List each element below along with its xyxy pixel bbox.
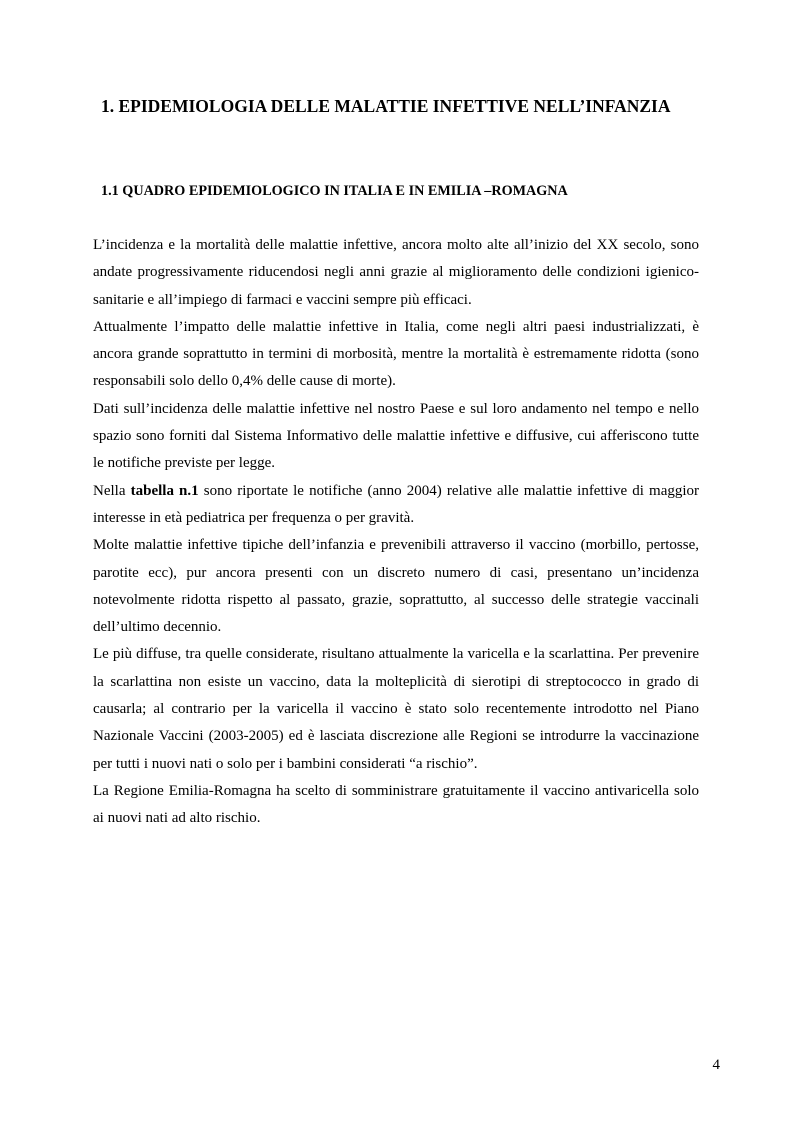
paragraph-vaccine-preventable: Molte malattie infettive tipiche dell’infanzia e prevenibili attraverso il vaccino (morbillo, pertosse, parotite ecc), pur ancora presenti con un discreto numero di casi, presentano un’incidenza notevolmente ridotta rispetto al passato, grazie, soprattutto, al successo delle strategie vaccinali dell’ultimo decennio. <box>93 537 699 636</box>
table-reference-rest: sono riportate le notifiche (anno 2004) relative alle malattie infettive di maggior interesse in età pediatrica per frequenza o per gravità. <box>93 482 700 526</box>
page-number: 4 <box>712 1057 720 1073</box>
table-reference-lead: Nella <box>93 482 131 499</box>
paragraph-data-sources: Dati sull’incidenza delle malattie infettive nel nostro Paese e sul loro andamento nel tempo e nello spazio sono forniti dal Sistema Informativo delle malattie infettive e diffusive, cui afferiscono tutte le notifiche previste per legge. <box>93 400 699 472</box>
paragraph-table-reference <box>93 478 699 533</box>
paragraph-impact: Attualmente l’impatto delle malattie infettive in Italia, come negli altri paesi industrializzati, è ancora grande soprattutto in termini di morbosità, mentre la mortalità è estremamente ridotta (sono responsabili solo dello 0,4% delle cause di morte). <box>93 318 699 390</box>
body-text <box>93 232 699 833</box>
table-reference-bold: tabella n.1 <box>130 482 199 499</box>
paragraph-emilia-romagna: La Regione Emilia-Romagna ha scelto di somministrare gratuitamente il vaccino antivaricella solo ai nuovi nati ad alto rischio. <box>93 782 699 827</box>
section-title: 1.1 QUADRO EPIDEMIOLOGICO IN ITALIA E IN EMILIA –ROMAGNA <box>101 183 568 199</box>
paragraph-most-common: Le più diffuse, tra quelle considerate, risultano attualmente la varicella e la scarlattina. Per prevenire la scarlattina non esiste un vaccino, data la molteplicità di sierotipi di streptococco in grado di causarla; al contrario per la varicella il vaccino è stato solo recentemente introdotto nel Piano Nazionale Vaccini (2003-2005) ed è lasciata discrezione alle Regioni se introdurre la vaccinazione per tutti i nuovi nati o solo per i bambini considerati “a rischio”. <box>93 646 699 772</box>
paragraph-incidence: L’incidenza e la mortalità delle malattie infettive, ancora molto alte all’inizio del XX secolo, sono andate progressivamente riducendosi negli anni grazie al miglioramento delle condizioni igienico-sanitarie e all’impiego di farmaci e vaccini sempre più efficaci. <box>93 237 699 308</box>
chapter-title: 1. EPIDEMIOLOGIA DELLE MALATTIE INFETTIVE NELL’INFANZIA <box>101 96 671 116</box>
